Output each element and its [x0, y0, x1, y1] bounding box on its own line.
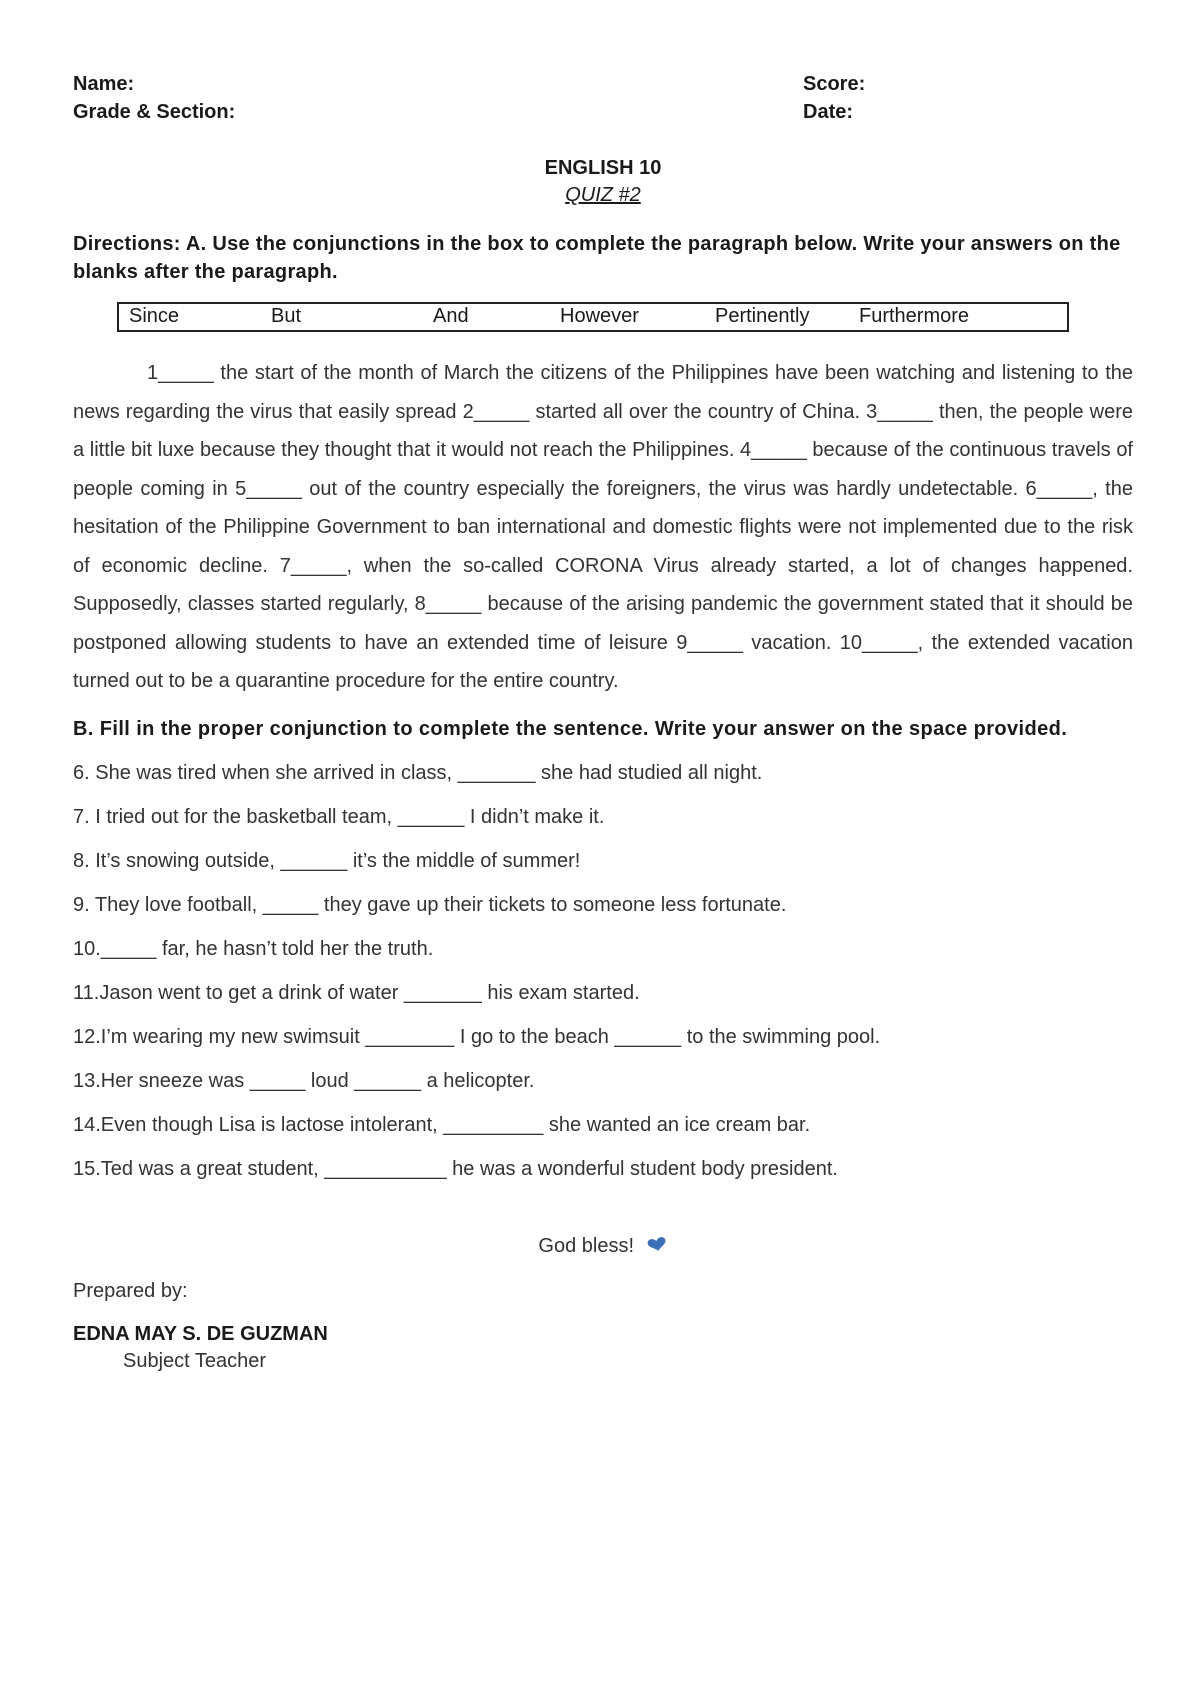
teacher-name: EDNA MAY S. DE GUZMAN	[73, 1322, 328, 1345]
list-item: 12.I’m wearing my new swimsuit ________ I go to the beach ______ to the swimming pool.	[73, 1025, 881, 1048]
date-label: Date:	[803, 101, 854, 123]
directions-b: B. Fill in the proper conjunction to complete the sentence. Write your answer on the space provided.	[73, 717, 1068, 740]
blue-heart-icon	[646, 1235, 668, 1258]
header-row-1	[73, 70, 1133, 98]
closing-line	[73, 1235, 1133, 1258]
part-b-items	[73, 751, 1133, 1191]
word-box-item: However	[560, 305, 639, 327]
list-item: 14.Even though Lisa is lactose intolerant, _________ she wanted an ice cream bar.	[73, 1113, 811, 1136]
word-box-item: Furthermore	[859, 305, 970, 327]
word-box-item: But	[271, 305, 302, 327]
conjunction-word-box	[117, 302, 1069, 332]
word-box-item: And	[433, 305, 469, 327]
prepared-by-label: Prepared by:	[73, 1279, 188, 1302]
list-item: 7. I tried out for the basketball team, ______ I didn’t make it.	[73, 805, 605, 828]
list-item: 6. She was tired when she arrived in class, _______ she had studied all night.	[73, 761, 763, 784]
list-item: 9. They love football, _____ they gave up their tickets to someone less fortunate.	[73, 893, 787, 916]
list-item: 13.Her sneeze was _____ loud ______ a helicopter.	[73, 1069, 535, 1092]
list-item: 11.Jason went to get a drink of water _______ his exam started.	[73, 981, 640, 1004]
closing-text: God bless!	[538, 1234, 635, 1257]
list-item: 8. It’s snowing outside, ______ it’s the middle of summer!	[73, 849, 581, 872]
name-label: Name:	[73, 73, 135, 95]
header-row-2	[73, 98, 1133, 126]
list-item: 15.Ted was a great student, ___________ he was a wonderful student body president.	[73, 1157, 838, 1180]
word-box-item: Since	[129, 305, 180, 327]
quiz-document	[73, 70, 1133, 1373]
paragraph-part-a: 1_____ the start of the month of March the citizens of the Philippines have been watching and listening to the news regarding the virus that easily spread 2_____ started all over the country of China. 3_____ then, the people were a little bit luxe because they thought that it would not reach the Philippines. 4_____ because of the continuous travels of people coming in 5_____ out of the country especially the foreigners, the virus was hardly undetectable. 6_____, the hesitation of the Philippine Government to ban international and domestic flights were not implemented due to the risk of economic decline. 7_____, when the so-called CORONA Virus already started, a lot of changes happened. Supposedly, classes started regularly, 8_____ because of the arising pandemic the government stated that it should be postponed allowing students to have an extended time of leisure 9_____ vacation. 10_____, the extended vacation turned out to be a quarantine procedure for the entire country.	[73, 362, 1133, 692]
document-title: ENGLISH 10	[544, 157, 662, 179]
word-box-item: Pertinently	[715, 305, 810, 327]
teacher-role: Subject Teacher	[123, 1349, 267, 1372]
score-label: Score:	[803, 73, 866, 95]
list-item: 10._____ far, he hasn’t told her the truth.	[73, 937, 434, 960]
document-subtitle: QUIZ #2	[565, 184, 641, 206]
grade-section-label: Grade & Section:	[73, 101, 236, 123]
directions-a: Directions: A. Use the conjunctions in the box to complete the paragraph below. Write your answers on the blanks after the paragraph.	[73, 233, 1121, 283]
